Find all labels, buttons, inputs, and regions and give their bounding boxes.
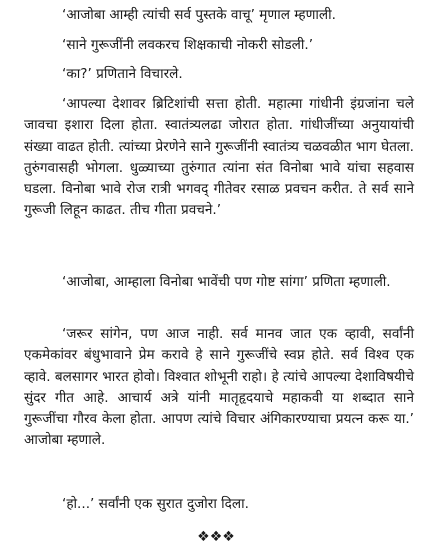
paragraph-3: ‘का?’ प्रणिताने विचारले. <box>62 66 183 82</box>
paragraph-7: ‘हो...’ सर्वांनी एक सुरात दुजोरा दिला. <box>62 496 249 512</box>
section-ornament: ❖❖❖ <box>197 529 235 545</box>
paragraph-5: ‘आजोबा, आम्हाला विनोबा भावेंची पण गोष्ट सांगा’ प्रणिता म्हणाली. <box>62 274 391 290</box>
paragraph-4: ‘आपल्या देशावर ब्रिटिशांची सत्ता होती. महात्मा गांधीनी इंग्रजांना चले जावचा इशारा दिला होता. स्वातंत्र्यलढा जोरात होता. गांधीजींच्या अनुयायांची संख्या वाढत होती. त्यांच्या प्रेरणेने साने गुरूजींनी स्वातंत्र्य चळवळीत भाग घेतला. तुरुंगवासही भोगला. धुळ्याच्या तुरुंगात त्यांना संत विनोबा भावे यांचा सहवास घडला. विनोबा भावे रोज रात्री भगवद् गीतेवर रसाळ प्रवचन करीत. ते सर्व साने गुरूजी लिहून काढत. तीच गीता प्रवचने.’ <box>24 96 414 219</box>
paragraph-1: ‘आजोबा आम्ही त्यांची सर्व पुस्तके वाचू’ मृणाल म्हणाली. <box>62 7 336 23</box>
paragraph-2: ‘साने गुरूजींनी लवकरच शिक्षकाची नोकरी सोडली.’ <box>62 37 314 53</box>
paragraph-6: ‘जरूर सांगेन, पण आज नाही. सर्व मानव जात एक व्हावी, सर्वांनी एकमेकांवर बंधुभावाने प्रेम करावे हे साने गुरूजींचे स्वप्न होते. सर्व विश्व एक व्हावे. बलसागर भारत होवो। विश्वात शोभूनी राहो। हे त्यांचे आपल्या देशाविषयीचे सुंदर गीत आहे. आचार्य अत्रे यांनी मातृहृदयाचे महाकवी या शब्दात साने गुरूजींचा गौरव केला होता. आपण त्यांचे विचार अंगिकारण्याचा प्रयत्न करू या.’ आजोबा म्हणाले. <box>24 326 414 449</box>
